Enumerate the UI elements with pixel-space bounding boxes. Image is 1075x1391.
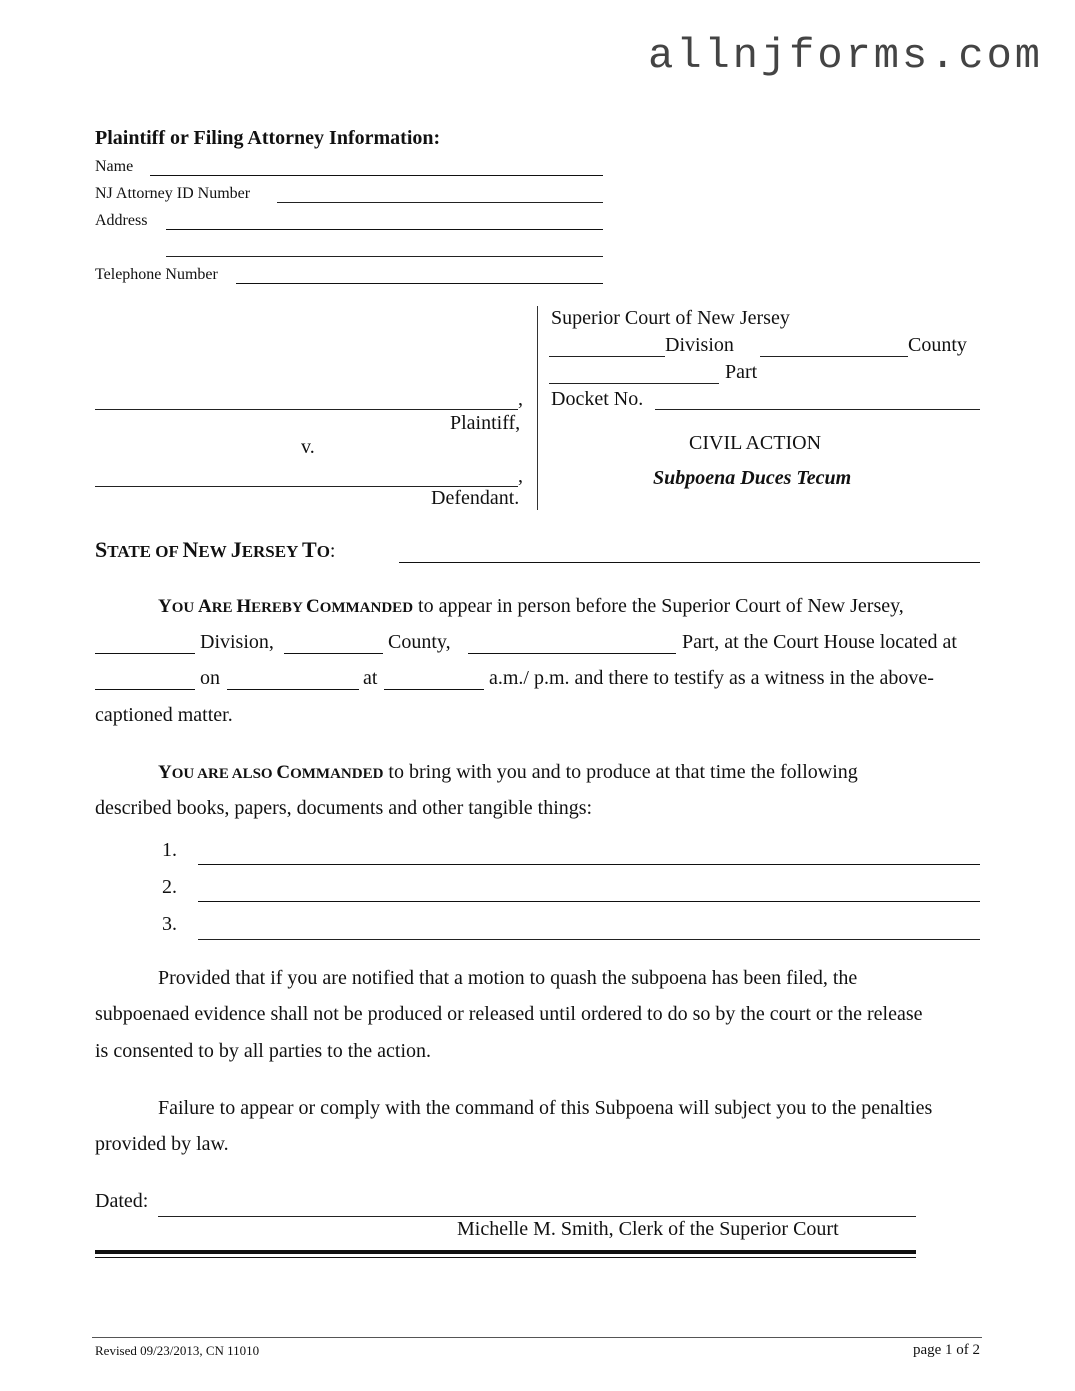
name-field[interactable]	[150, 175, 603, 176]
docket-label: Docket No.	[551, 388, 644, 410]
attorney-info-heading: Plaintiff or Filing Attorney Information:	[95, 127, 441, 149]
name-label: Name	[95, 158, 134, 175]
hearing-division-field[interactable]	[95, 653, 195, 654]
clerk-name: Michelle M. Smith, Clerk of the Superior Court	[457, 1218, 839, 1240]
telephone-field[interactable]	[236, 283, 603, 284]
hearing-part-field[interactable]	[468, 653, 676, 654]
provided-line-3: is consented to by all parties to the action.	[95, 1040, 432, 1062]
telephone-label: Telephone Number	[95, 266, 218, 283]
attorney-id-field[interactable]	[277, 202, 603, 203]
signature-rule-thick	[95, 1250, 916, 1254]
also-commanded-line-1: YOU ARE ALSO COMMANDED to bring with you and to produce at that time the following	[158, 761, 858, 783]
court-house-address-field[interactable]	[95, 689, 195, 690]
site-watermark: allnjforms.com	[648, 32, 1043, 80]
recipient-field[interactable]	[399, 562, 980, 563]
provided-line-2: subpoenaed evidence shall not be produced or released until ordered to do so by the court or the release	[95, 1003, 923, 1025]
plaintiff-label: Plaintiff,	[450, 412, 521, 434]
page-number: page 1 of 2	[912, 1342, 980, 1358]
division-label: Division	[665, 334, 734, 356]
county-label: County	[908, 334, 967, 356]
item-number-3: 3.	[162, 913, 177, 935]
provided-line-1: Provided that if you are notified that a motion to quash the subpoena has been filed, the	[158, 967, 858, 989]
failure-line-2: provided by law.	[95, 1133, 229, 1155]
hearing-division-label: Division,	[200, 631, 274, 653]
state-to-heading: STATE OF NEW JERSEY TO:	[95, 537, 336, 562]
defendant-label: Defendant.	[431, 487, 520, 509]
footer-rule	[92, 1337, 982, 1338]
document-title: Subpoena Duces Tecum	[653, 467, 852, 489]
attorney-id-label: NJ Attorney ID Number	[95, 185, 251, 202]
failure-line-1: Failure to appear or comply with the command of this Subpoena will subject you to the penalties	[158, 1097, 933, 1119]
captioned-matter-text: captioned matter.	[95, 704, 233, 726]
plaintiff-name-field[interactable]	[95, 409, 518, 410]
address-field-line-2[interactable]	[166, 256, 603, 257]
dated-field[interactable]	[158, 1216, 916, 1217]
signature-rule-thin	[95, 1257, 916, 1258]
docket-number-field[interactable]	[655, 409, 980, 410]
versus-label: v.	[301, 436, 315, 458]
part-label: Part	[725, 361, 758, 383]
address-label: Address	[95, 212, 148, 229]
division-field[interactable]	[549, 356, 665, 357]
hearing-date-field[interactable]	[227, 689, 359, 690]
dated-label: Dated:	[95, 1190, 149, 1212]
at-label: at	[363, 667, 378, 689]
ampm-testify-text: a.m./ p.m. and there to testify as a witness in the above-	[489, 667, 934, 689]
defendant-comma: ,	[518, 465, 523, 487]
plaintiff-comma: ,	[518, 388, 523, 410]
court-name: Superior Court of New Jersey	[551, 307, 790, 329]
county-field[interactable]	[760, 356, 908, 357]
hearing-time-field[interactable]	[384, 689, 484, 690]
address-field-line-1[interactable]	[166, 229, 603, 230]
item-number-2: 2.	[162, 876, 177, 898]
caption-divider	[537, 306, 538, 510]
hearing-county-label: County,	[388, 631, 451, 653]
item-number-1: 1.	[162, 839, 177, 861]
item-field-3[interactable]	[198, 939, 980, 940]
part-field[interactable]	[549, 383, 719, 384]
on-label: on	[200, 667, 220, 689]
civil-action-label: CIVIL ACTION	[689, 432, 822, 454]
item-field-1[interactable]	[198, 864, 980, 865]
hearing-county-field[interactable]	[284, 653, 383, 654]
commanded-line-1: YOU ARE HEREBY COMMANDED to appear in person before the Superior Court of New Jersey,	[158, 595, 904, 617]
hearing-part-label: Part, at the Court House located at	[682, 631, 957, 653]
also-commanded-line-2: described books, papers, documents and other tangible things:	[95, 797, 593, 819]
item-field-2[interactable]	[198, 901, 980, 902]
revision-note: Revised 09/23/2013, CN 11010	[95, 1343, 260, 1358]
